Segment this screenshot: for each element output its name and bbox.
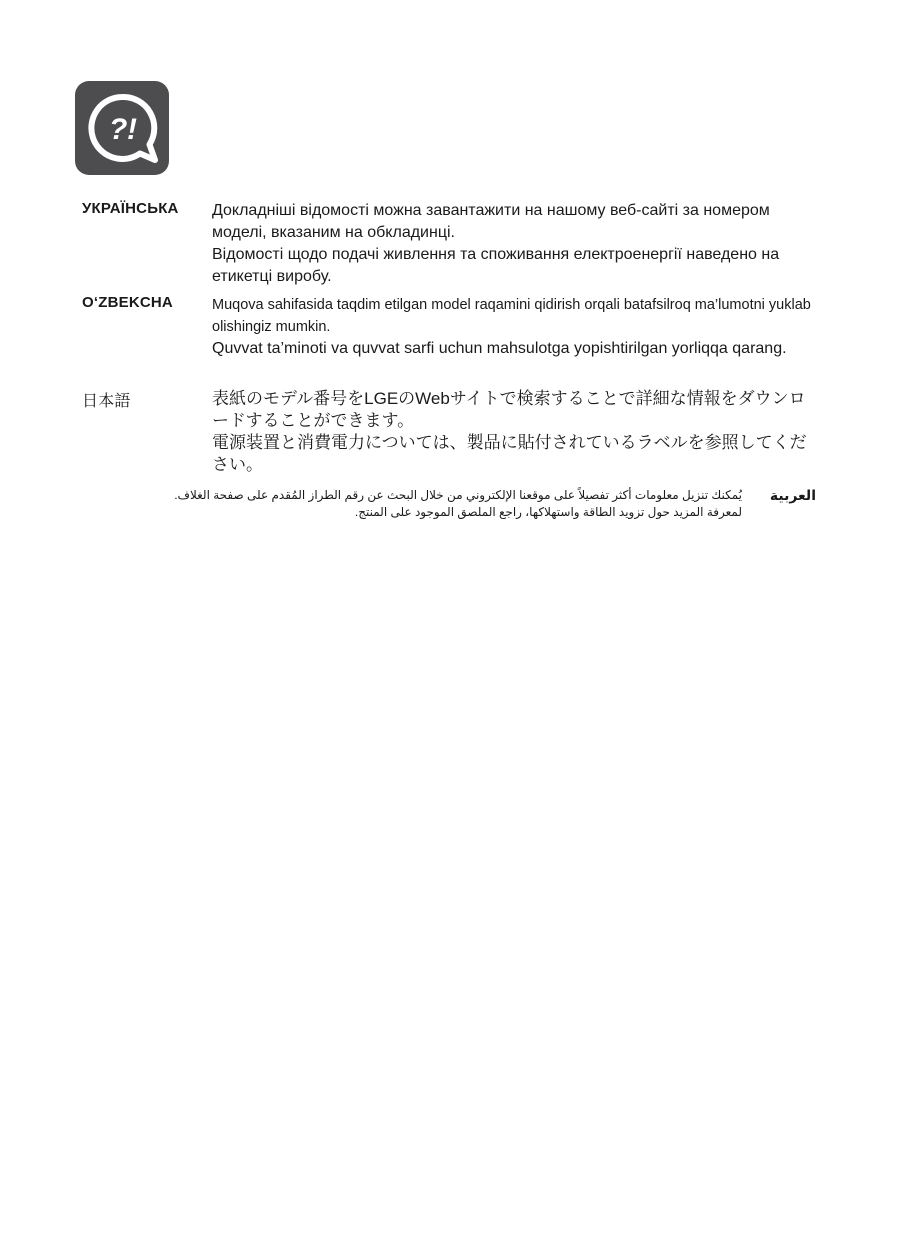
section-body xyxy=(212,200,812,288)
power-info-text: 電源装置と消費電力については、製品に貼付されているラベルを参照してください。 xyxy=(212,433,807,474)
help-question-exclamation-icon xyxy=(75,81,169,175)
power-info-text: Відомості щодо подачі живлення та споживання електроенергії наведено на етикетці виробу. xyxy=(212,246,780,285)
power-info-text: لمعرفة المزيد حول تزويد الطاقة واستهلاكها، راجع الملصق الموجود على المنتج. xyxy=(354,505,742,519)
language-label: УКРАЇНСЬКА xyxy=(82,200,179,217)
svg-text:!: ! xyxy=(127,113,137,146)
section-body xyxy=(162,487,742,521)
download-info-text: 表紙のモデル番号をLGEのWebサイトで検索することで詳細な情報をダウンロードすることができます。 xyxy=(212,389,806,430)
language-label: 日本語 xyxy=(82,393,131,410)
download-info-text: Muqova sahifasida taqdim etilgan model raqamini qidirish orqali batafsilroq ma’lumotni yuklab olishingiz mumkin. xyxy=(212,297,811,335)
download-info-text: Докладніші відомості можна завантажити на нашому веб-сайті за номером моделі, вказаним на обкладинці. xyxy=(212,202,770,241)
power-info-text: Quvvat ta’minoti va quvvat sarfi uchun mahsulotga yopishtirilgan yorliqqa qarang. xyxy=(212,340,787,357)
download-info-text: يُمكنك تنزيل معلومات أكثر تفصيلاً على موقعنا الإلكتروني من خلال البحث عن رقم الطراز المُقدم على صفحة الغلاف. xyxy=(174,488,742,502)
svg-text:?: ? xyxy=(109,113,128,146)
language-label: العربية xyxy=(769,487,816,503)
language-label: O‘ZBEKCHA xyxy=(82,294,173,311)
section-body xyxy=(212,294,812,360)
section-body xyxy=(212,388,812,476)
